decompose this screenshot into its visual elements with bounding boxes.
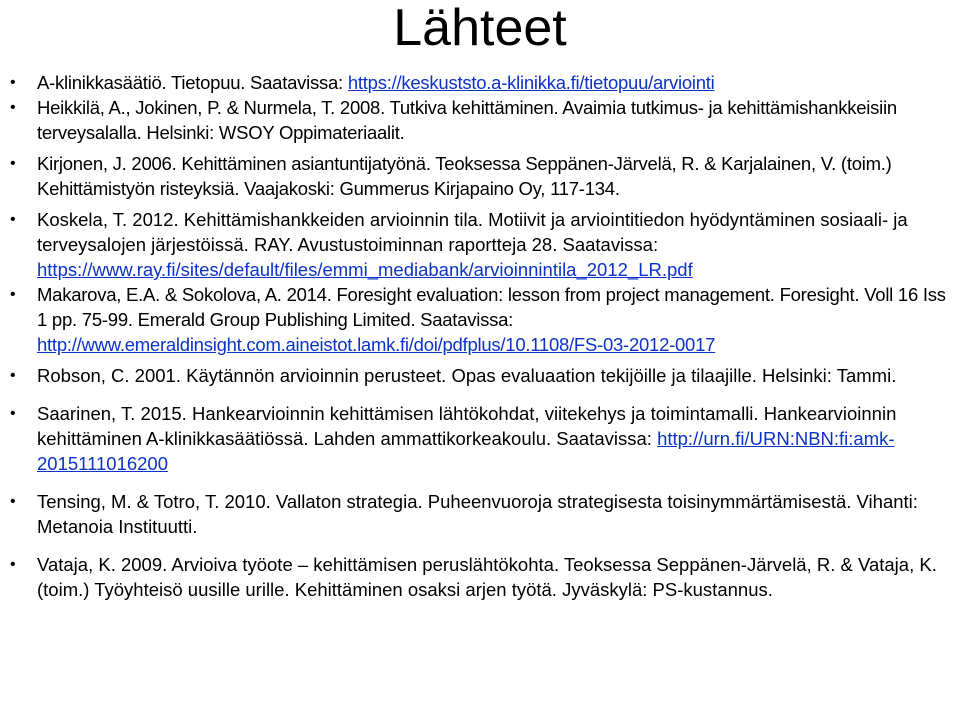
reference-text: Tensing, M. & Totro, T. 2010. Vallaton strategia. Puheenvuoroja strategisesta toisinymmärtämisestä. Vihanti: Metanoia Instituutti. bbox=[37, 491, 918, 537]
reference-link[interactable]: https://keskuststo.a-klinikka.fi/tietopuu/arviointi bbox=[347, 72, 715, 93]
reference-link[interactable]: http://www.emeraldinsight.com.aineistot.lamk.fi/doi/pdfplus/10.1108/FS-03-2012-0017 bbox=[37, 334, 716, 355]
page-title: Lähteet bbox=[393, 0, 567, 57]
reference-link[interactable]: http://urn.fi/URN:NBN:fi:amk-2015111016200 bbox=[37, 428, 895, 474]
bullet-icon: • bbox=[10, 155, 16, 172]
reference-text: Kirjonen, J. 2006. Kehittäminen asiantuntijatyönä. Teoksessa Seppänen-Järvelä, R. & Karjalainen, V. (toim.) Kehittämistyön risteyksiä. Vaajakoski: Gummerus Kirjapaino Oy, 117-134. bbox=[37, 153, 892, 199]
bullet-icon: • bbox=[10, 556, 16, 573]
bullet-icon: • bbox=[10, 493, 16, 510]
reference-list bbox=[0, 70, 960, 602]
reference-text: Koskela, T. 2012. Kehittämishankkeiden arvioinnin tila. Motiivit ja arviointitiedon hyödyntäminen sosiaali- ja terveysalojen järjestöissä. RAY. Avustustoiminnan raportteja 28. Saatavissa: bbox=[37, 209, 908, 255]
bullet-icon: • bbox=[10, 211, 16, 228]
reference-item bbox=[0, 151, 960, 201]
reference-link[interactable]: https://www.ray.fi/sites/default/files/emmi_mediabank/arvioinnintila_2012_LR.pdf bbox=[37, 259, 693, 280]
reference-item bbox=[0, 489, 960, 539]
reference-item bbox=[0, 282, 960, 357]
reference-item bbox=[0, 552, 960, 602]
reference-item bbox=[0, 363, 960, 388]
bullet-icon: • bbox=[10, 286, 16, 303]
reference-text: Vataja, K. 2009. Arvioiva työote – kehittämisen peruslähtökohta. Teoksessa Seppänen-Järvelä, R. & Vataja, K. (toim.) Työyhteisö uusille urille. Kehittäminen osaksi arjen työtä. Jyväskylä: PS-kustannus. bbox=[37, 554, 937, 600]
reference-item bbox=[0, 70, 960, 95]
reference-text: Robson, C. 2001. Käytännön arvioinnin perusteet. Opas evaluaation tekijöille ja tilaajille. Helsinki: Tammi. bbox=[37, 365, 897, 386]
reference-item bbox=[0, 207, 960, 282]
reference-text: A-klinikkasäätiö. Tietopuu. Saatavissa: bbox=[37, 72, 348, 93]
reference-text: Makarova, E.A. & Sokolova, A. 2014. Foresight evaluation: lesson from project management. Foresight. Voll 16 Iss 1 pp. 75-99. Emerald Group Publishing Limited. Saatavissa: bbox=[37, 284, 946, 330]
reference-text: Saarinen, T. 2015. Hankearvioinnin kehittämisen lähtökohdat, viitekehys ja toimintamalli. Hankearvioinnin kehittäminen A-klinikkasäätiössä. Lahden ammattikorkeakoulu. Saatavissa: bbox=[37, 403, 897, 449]
reference-item bbox=[0, 401, 960, 476]
bullet-icon: • bbox=[10, 99, 16, 116]
bullet-icon: • bbox=[10, 405, 16, 422]
bullet-icon: • bbox=[10, 74, 16, 91]
reference-text: Heikkilä, A., Jokinen, P. & Nurmela, T. 2008. Tutkiva kehittäminen. Avaimia tutkimus- ja kehittämishankkeisiin terveysalalla. Helsinki: WSOY Oppimateriaalit. bbox=[37, 97, 897, 143]
reference-item bbox=[0, 95, 960, 145]
bullet-icon: • bbox=[10, 367, 16, 384]
